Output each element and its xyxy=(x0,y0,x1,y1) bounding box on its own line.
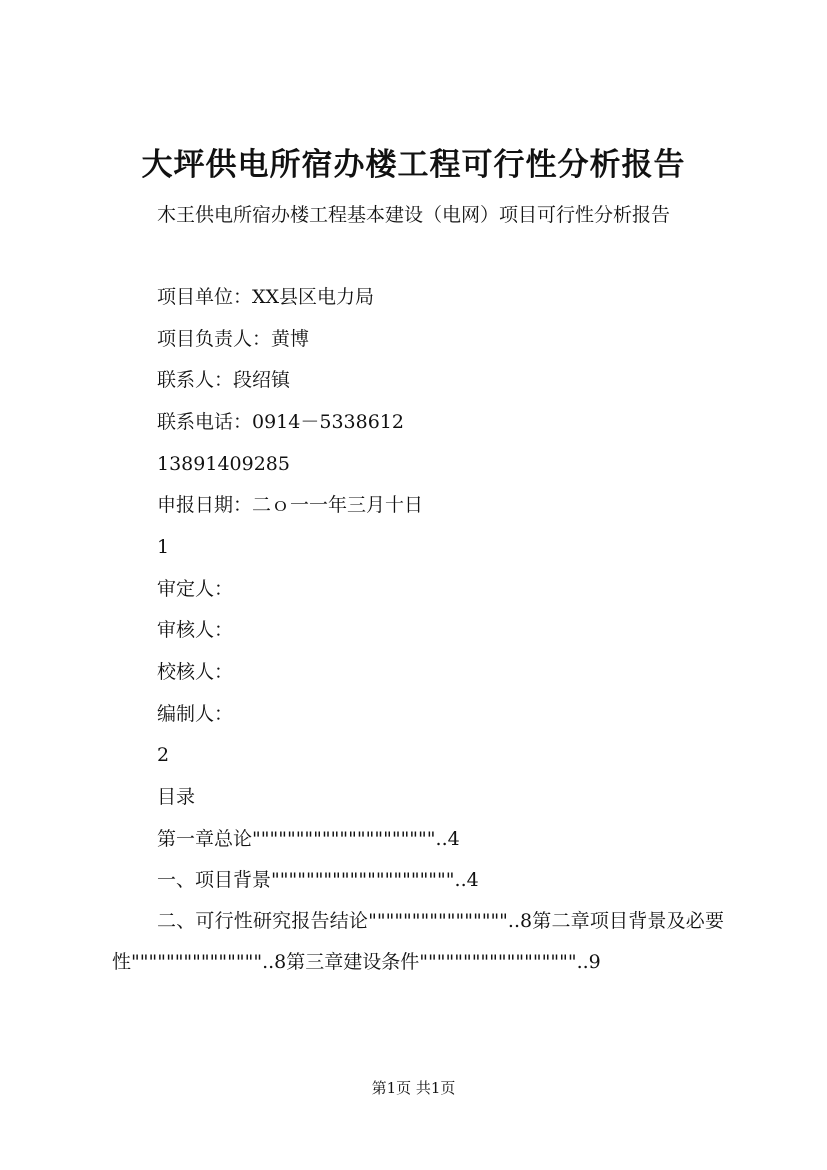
mobile-number-line: 13891409285 xyxy=(157,453,290,475)
toc-entry-chapter-1: 第一章总论"""""""""""""""""""""..4 xyxy=(157,828,460,850)
project-unit-line: 项目单位：XX县区电力局 xyxy=(157,286,375,308)
checker-line: 校核人： xyxy=(157,661,234,683)
toc-heading: 目录 xyxy=(157,786,196,808)
toc-paragraph: 二、可行性研究报告结论""""""""""""""""..8第二章项目背景及必要性"""""""""""""""..8第三章建设条件""""""""""""""""""..9 xyxy=(112,910,724,973)
project-leader-line: 项目负责人：黄博 xyxy=(157,328,310,350)
page-number-2: 2 xyxy=(157,744,170,766)
contact-phone-line: 联系电话：0914－5338612 xyxy=(157,411,404,433)
compiler-line: 编制人： xyxy=(157,703,234,725)
approver-line: 审定人： xyxy=(157,578,234,600)
toc-entry-project-background: 一、项目背景"""""""""""""""""""""..4 xyxy=(157,869,479,891)
document-title: 大坪供电所宿办楼工程可行性分析报告 xyxy=(141,147,686,183)
page-number-1: 1 xyxy=(157,536,170,558)
document-subtitle: 木王供电所宿办楼工程基本建设（电网）项目可行性分析报告 xyxy=(157,204,671,226)
contact-person-line: 联系人：段绍镇 xyxy=(157,369,291,391)
submission-date-line: 申报日期：二ｏ一一年三月十日 xyxy=(157,494,424,516)
page-footer: 第1页 共1页 xyxy=(371,1079,456,1097)
reviewer-line: 审核人： xyxy=(157,619,234,641)
